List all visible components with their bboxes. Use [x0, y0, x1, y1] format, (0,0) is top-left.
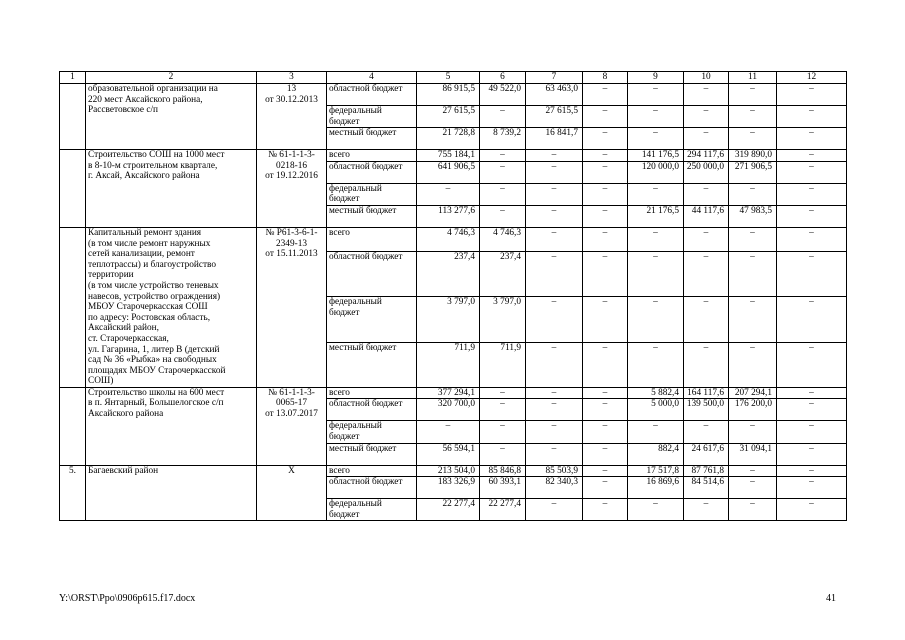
value-cell: –: [417, 421, 480, 443]
value-cell: 85 503,9: [526, 465, 583, 477]
value-cell: –: [526, 421, 583, 443]
object-name: Капитальный ремонт здания (в том числе ремонт наружных сетей канализации, ремонт теплотрассы) и благоустройство территории (в том числе устройство теневых навесов, устройство ограждения) МБОУ Старочеркасская СОШ по адресу: Ростовская область, Аксайский район, ст. Старочеркасская, ул. Гагарина, 1, литер В (детский сад № 36 «Рыбка» на свободных площадях МБОУ Старочеркасской СОШ): [86, 227, 257, 387]
funding-source: местный бюджет: [327, 443, 417, 465]
column-number-header: 7: [526, 72, 583, 84]
value-cell: 4 746,3: [480, 227, 526, 251]
value-cell: –: [583, 499, 628, 521]
value-cell: –: [526, 227, 583, 251]
value-cell: –: [684, 183, 729, 205]
object-name: Багаевский район: [86, 465, 257, 521]
value-cell: –: [583, 227, 628, 251]
document-ref: № 61-1-1-3- 0218-16 от 19.12.2016: [257, 150, 327, 228]
value-cell: 24 617,6: [684, 443, 729, 465]
value-cell: –: [777, 183, 847, 205]
value-cell: –: [583, 477, 628, 499]
value-cell: –: [417, 183, 480, 205]
value-cell: –: [729, 499, 777, 521]
funding-source: всего: [327, 150, 417, 162]
value-cell: 164 117,6: [684, 387, 729, 399]
value-cell: –: [583, 342, 628, 387]
value-cell: 183 326,9: [417, 477, 480, 499]
value-cell: 237,4: [480, 251, 526, 296]
value-cell: 21 176,5: [628, 205, 684, 227]
value-cell: –: [777, 251, 847, 296]
value-cell: –: [729, 342, 777, 387]
header-row: [60, 72, 847, 84]
value-cell: –: [526, 251, 583, 296]
value-cell: 711,9: [417, 342, 480, 387]
funding-source: всего: [327, 465, 417, 477]
value-cell: 250 000,0: [684, 161, 729, 183]
value-cell: –: [526, 297, 583, 343]
footer-file-path: Y:\ORST\Ppo\0906p615.f17.docx: [59, 593, 196, 604]
value-cell: –: [729, 477, 777, 499]
value-cell: –: [777, 477, 847, 499]
value-cell: –: [583, 150, 628, 162]
value-cell: –: [583, 84, 628, 106]
value-cell: –: [583, 387, 628, 399]
column-number-header: 11: [729, 72, 777, 84]
value-cell: –: [583, 205, 628, 227]
funding-source: областной бюджет: [327, 84, 417, 106]
funding-source: местный бюджет: [327, 128, 417, 150]
value-cell: –: [583, 161, 628, 183]
value-cell: 47 983,5: [729, 205, 777, 227]
value-cell: 139 500,0: [684, 399, 729, 421]
value-cell: 60 393,1: [480, 477, 526, 499]
document-ref: Х: [257, 465, 327, 521]
value-cell: 176 200,0: [729, 399, 777, 421]
value-cell: –: [480, 106, 526, 128]
value-cell: –: [628, 183, 684, 205]
value-cell: –: [480, 161, 526, 183]
value-cell: 141 176,5: [628, 150, 684, 162]
value-cell: 3 797,0: [417, 297, 480, 343]
funding-source: областной бюджет: [327, 477, 417, 499]
object-name: Строительство школы на 600 мест в п. Янтарный, Большелогское с/п Аксайского района: [86, 387, 257, 465]
funding-source: местный бюджет: [327, 205, 417, 227]
document-ref: № Р61-3-6-1- 2349-13 от 15.11.2013: [257, 227, 327, 387]
value-cell: –: [777, 161, 847, 183]
value-cell: –: [583, 443, 628, 465]
value-cell: –: [777, 499, 847, 521]
value-cell: –: [628, 421, 684, 443]
value-cell: –: [628, 251, 684, 296]
value-cell: 87 761,8: [684, 465, 729, 477]
value-cell: –: [777, 150, 847, 162]
value-cell: 31 094,1: [729, 443, 777, 465]
funding-source: всего: [327, 387, 417, 399]
value-cell: –: [777, 84, 847, 106]
column-number-header: 1: [60, 72, 86, 84]
value-cell: –: [628, 297, 684, 343]
table-row: [60, 387, 847, 399]
funding-source: федеральный бюджет: [327, 183, 417, 205]
value-cell: –: [480, 443, 526, 465]
funding-source: федеральный бюджет: [327, 421, 417, 443]
document-ref: № 61-1-1-3- 0065-17 от 13.07.2017: [257, 387, 327, 465]
value-cell: –: [777, 342, 847, 387]
value-cell: –: [526, 399, 583, 421]
column-number-header: 9: [628, 72, 684, 84]
value-cell: 3 797,0: [480, 297, 526, 343]
value-cell: 5 882,4: [628, 387, 684, 399]
funding-source: федеральный бюджет: [327, 297, 417, 343]
document-ref: 13 от 30.12.2013: [257, 84, 327, 150]
value-cell: 237,4: [417, 251, 480, 296]
value-cell: –: [628, 128, 684, 150]
value-cell: –: [526, 443, 583, 465]
value-cell: –: [684, 421, 729, 443]
value-cell: 85 846,8: [480, 465, 526, 477]
value-cell: –: [777, 399, 847, 421]
value-cell: –: [480, 183, 526, 205]
value-cell: –: [684, 499, 729, 521]
table-row: [60, 465, 847, 477]
value-cell: –: [583, 251, 628, 296]
column-number-header: 10: [684, 72, 729, 84]
value-cell: –: [526, 150, 583, 162]
value-cell: 755 184,1: [417, 150, 480, 162]
value-cell: 641 906,5: [417, 161, 480, 183]
value-cell: 49 522,0: [480, 84, 526, 106]
value-cell: 8 739,2: [480, 128, 526, 150]
column-number-header: 5: [417, 72, 480, 84]
value-cell: –: [480, 421, 526, 443]
value-cell: –: [583, 183, 628, 205]
value-cell: –: [684, 297, 729, 343]
object-name: образовательной организации на 220 мест Аксайского района, Рассветовское с/п: [86, 84, 257, 150]
column-number-header: 6: [480, 72, 526, 84]
funding-source: областной бюджет: [327, 161, 417, 183]
value-cell: –: [729, 106, 777, 128]
value-cell: 63 463,0: [526, 84, 583, 106]
value-cell: –: [628, 342, 684, 387]
value-cell: –: [684, 227, 729, 251]
value-cell: –: [480, 399, 526, 421]
value-cell: –: [526, 499, 583, 521]
value-cell: –: [684, 128, 729, 150]
object-name: Строительство СОШ на 1000 мест в 8-10-м строительном квартале, г. Аксай, Аксайского района: [86, 150, 257, 228]
value-cell: 5 000,0: [628, 399, 684, 421]
value-cell: 294 117,6: [684, 150, 729, 162]
value-cell: –: [628, 227, 684, 251]
table-row: [60, 84, 847, 106]
value-cell: 84 514,6: [684, 477, 729, 499]
value-cell: –: [526, 387, 583, 399]
value-cell: –: [729, 84, 777, 106]
footer-page-number: 41: [826, 593, 836, 604]
value-cell: 86 915,5: [417, 84, 480, 106]
value-cell: –: [729, 251, 777, 296]
funding-source: областной бюджет: [327, 399, 417, 421]
value-cell: –: [628, 499, 684, 521]
value-cell: –: [777, 297, 847, 343]
value-cell: 377 294,1: [417, 387, 480, 399]
value-cell: –: [480, 387, 526, 399]
value-cell: 120 000,0: [628, 161, 684, 183]
value-cell: –: [526, 161, 583, 183]
value-cell: –: [583, 399, 628, 421]
value-cell: –: [583, 128, 628, 150]
value-cell: –: [729, 297, 777, 343]
value-cell: –: [684, 84, 729, 106]
funding-source: местный бюджет: [327, 342, 417, 387]
value-cell: –: [777, 465, 847, 477]
value-cell: –: [777, 205, 847, 227]
funding-source: областной бюджет: [327, 251, 417, 296]
value-cell: 113 277,6: [417, 205, 480, 227]
value-cell: 320 700,0: [417, 399, 480, 421]
column-number-header: 12: [777, 72, 847, 84]
value-cell: –: [729, 128, 777, 150]
value-cell: 319 890,0: [729, 150, 777, 162]
value-cell: –: [729, 465, 777, 477]
value-cell: 213 504,0: [417, 465, 480, 477]
value-cell: 22 277,4: [417, 499, 480, 521]
value-cell: 882,4: [628, 443, 684, 465]
row-number: [60, 150, 86, 228]
value-cell: 27 615,5: [417, 106, 480, 128]
value-cell: 21 728,8: [417, 128, 480, 150]
value-cell: –: [777, 443, 847, 465]
value-cell: –: [480, 150, 526, 162]
row-number: [60, 227, 86, 387]
row-number: [60, 84, 86, 150]
value-cell: –: [777, 421, 847, 443]
value-cell: 4 746,3: [417, 227, 480, 251]
value-cell: 82 340,3: [526, 477, 583, 499]
column-number-header: 8: [583, 72, 628, 84]
value-cell: –: [729, 183, 777, 205]
value-cell: –: [777, 128, 847, 150]
value-cell: –: [777, 387, 847, 399]
value-cell: 16 841,7: [526, 128, 583, 150]
value-cell: –: [583, 465, 628, 477]
row-number: 5.: [60, 465, 86, 521]
value-cell: 711,9: [480, 342, 526, 387]
value-cell: –: [526, 342, 583, 387]
value-cell: –: [628, 106, 684, 128]
value-cell: –: [729, 227, 777, 251]
value-cell: 22 277,4: [480, 499, 526, 521]
table-row: [60, 227, 847, 251]
value-cell: –: [777, 106, 847, 128]
value-cell: 27 615,5: [526, 106, 583, 128]
value-cell: 44 117,6: [684, 205, 729, 227]
value-cell: 207 294,1: [729, 387, 777, 399]
column-number-header: 3: [257, 72, 327, 84]
row-number: [60, 387, 86, 465]
value-cell: –: [684, 106, 729, 128]
value-cell: –: [583, 421, 628, 443]
value-cell: –: [583, 106, 628, 128]
column-number-header: 2: [86, 72, 257, 84]
value-cell: –: [628, 84, 684, 106]
value-cell: 56 594,1: [417, 443, 480, 465]
value-cell: 17 517,8: [628, 465, 684, 477]
value-cell: –: [684, 342, 729, 387]
value-cell: 16 869,6: [628, 477, 684, 499]
value-cell: –: [526, 205, 583, 227]
table-row: [60, 150, 847, 162]
funding-source: федеральный бюджет: [327, 499, 417, 521]
value-cell: –: [729, 421, 777, 443]
value-cell: –: [526, 183, 583, 205]
value-cell: –: [777, 227, 847, 251]
value-cell: 271 906,5: [729, 161, 777, 183]
budget-table: [59, 71, 847, 521]
funding-source: всего: [327, 227, 417, 251]
value-cell: –: [583, 297, 628, 343]
funding-source: федеральный бюджет: [327, 106, 417, 128]
value-cell: –: [684, 251, 729, 296]
column-number-header: 4: [327, 72, 417, 84]
value-cell: –: [480, 205, 526, 227]
